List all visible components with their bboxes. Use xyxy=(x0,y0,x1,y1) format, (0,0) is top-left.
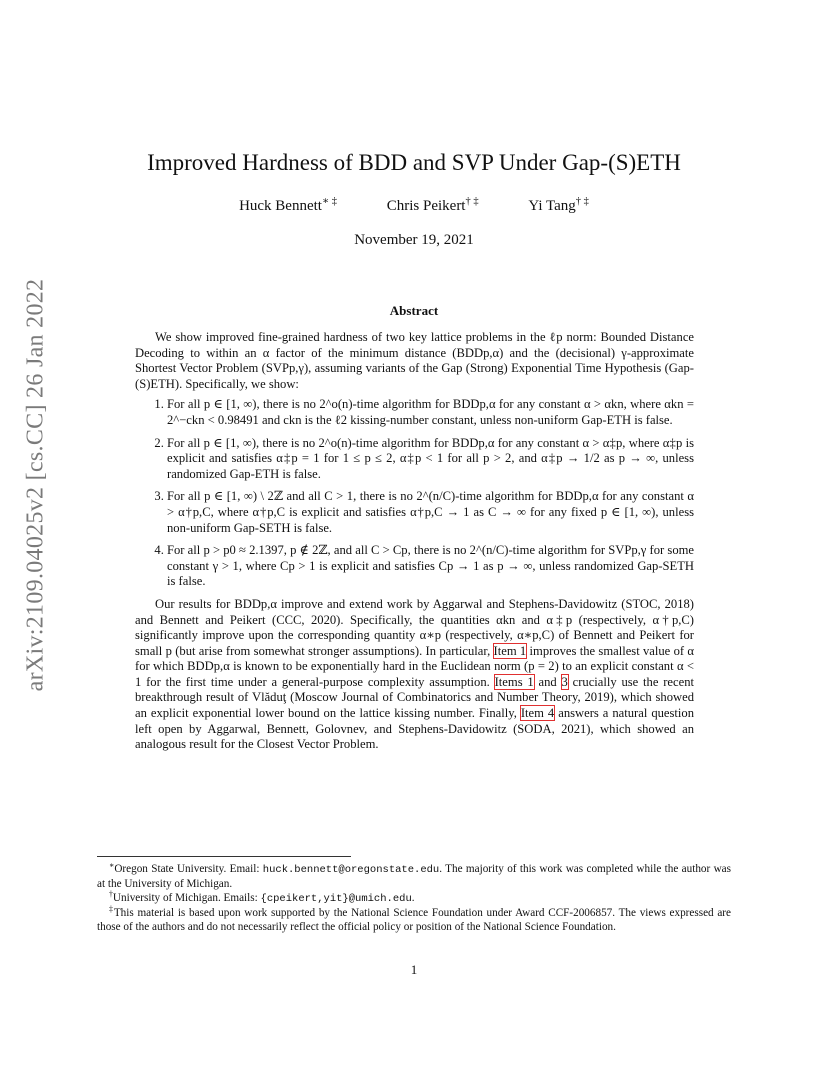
footnote xyxy=(97,862,731,891)
abstract-heading: Abstract xyxy=(389,303,439,318)
author-marks: ∗ ‡ xyxy=(321,196,337,207)
arxiv-identifier: arXiv:2109.04025v2 [cs.CC] 26 Jan 2022 xyxy=(22,278,49,692)
closing-text: crucially use the recent breakthrough result of Vlăduţ (Moscow Journal of Combinatorics and Number Theory, 2019), which showed an explicit exponential lower bound on the lattice kissing number. Finally, xyxy=(135,674,694,721)
author-list xyxy=(0,198,828,215)
author-name: Chris Peikert xyxy=(386,198,466,214)
author xyxy=(528,198,589,215)
items1-link[interactable]: Items 1 xyxy=(494,674,534,689)
footnote-text: Oregon State University. Email: xyxy=(114,863,260,875)
result-item: 1. For all p ∈ [1, ∞), there is no 2^o(n)-time algorithm for BDDp,α for any constant α > αkn, where αkn = 2^−ckn < 0.98491 and ckn is the ℓ2 kissing-number constant, unless non-uniform Gap-ETH is false. xyxy=(167,397,694,428)
abstract-body xyxy=(135,330,694,753)
paper-title: Improved Hardness of BDD and SVP Under Gap-(S)ETH xyxy=(147,150,681,175)
footnote-text: University of Michigan. Emails: xyxy=(112,892,258,904)
footnote-text: . The majority of this work was completed while the author was at the University of Michigan. xyxy=(97,863,731,890)
abstract-intro: We show improved fine-grained hardness of two key lattice problems in the ℓp norm: Bounded Distance Decoding to within an α factor of the minimum distance (BDDp,α) and the (decisional) γ-approximate Shortest Vector Problem (SVPp,γ), assuming variants of the Gap (Strong) Exponential Time Hypothesis (Gap-(S)ETH). Specifically, we show: xyxy=(135,330,694,391)
footnote-email: huck.bennett@oregonstate.edu xyxy=(262,864,440,876)
arxiv-side-stamp xyxy=(14,278,58,692)
closing-text: improves the smallest value of α for which BDDp,α is known to be exponentially hard in the Euclidean norm (p = 2) to an explicit constant α < 1 for the first time under a general-purpose complexity assumption. xyxy=(135,643,694,689)
author-marks: † ‡ xyxy=(575,196,589,207)
abstract-closing xyxy=(135,597,694,753)
footnote-mark: † xyxy=(109,889,113,899)
closing-text: Our results for BDDp,α improve and extend work by Aggarwal and Stephens-Davidowitz (STOC, 2018) and Bennett and Peikert (CCC, 2020). Specifically, the quantities αkn and α‡p (respectively, α†p,C) significantly improve upon the corresponding quantity α∗p (respectively, α∗p,C) of Bennett and Peikert for small p (but arise from somewhat stronger assumptions). In particular, xyxy=(135,596,694,658)
result-item: 3. For all p ∈ [1, ∞) \ 2ℤ and all C > 1, there is no 2^(n/C)-time algorithm for BDDp,α for any constant α > α†p,C, where α†p,C is explicit and satisfies α†p,C → 1 as C → ∞ for any fixed p ∈ [1, ∞), unless non-uniform Gap-SETH is false. xyxy=(167,489,694,536)
footnotes xyxy=(97,856,731,934)
page-number: 1 xyxy=(410,962,418,977)
footnote-email: {cpeikert,yit}@umich.edu xyxy=(260,893,412,905)
paper-date: November 19, 2021 xyxy=(354,232,474,248)
item3-link[interactable]: 3 xyxy=(561,674,568,689)
footnote-mark: ‡ xyxy=(109,904,114,914)
footnote-text: This material is based upon work supported by the National Science Foundation under Award CCF-2006857. The views expressed are those of the authors and do not necessarily reflect the official policy or position of the National Science Foundation. xyxy=(97,907,731,933)
footnote-rule xyxy=(97,856,351,857)
result-item: 4. For all p > p0 ≈ 2.1397, p ∉ 2ℤ, and all C > Cp, there is no 2^(n/C)-time algorithm for SVPp,γ for some constant γ > 1, where Cp > 1 is explicit and satisfies Cp → 1 as p → ∞, unless randomized Gap-SETH is false. xyxy=(167,543,694,590)
footnote xyxy=(97,891,731,906)
footnote-mark: ∗ xyxy=(109,860,115,870)
author-marks: † ‡ xyxy=(465,196,479,207)
author xyxy=(239,198,337,215)
item4-link[interactable]: Item 4 xyxy=(520,706,555,721)
item1-link[interactable]: Item 1 xyxy=(493,643,527,658)
author-name: Huck Bennett xyxy=(239,198,322,214)
result-item: 2. For all p ∈ [1, ∞), there is no 2^o(n)-time algorithm for BDDp,α for any constant α > α‡p, where α‡p is explicit and satisfies α‡p = 1 for 1 ≤ p ≤ 2, α‡p < 1 for all p > 2, and α‡p → 1/2 as p → ∞, unless randomized Gap-ETH is false. xyxy=(167,436,694,483)
results-list xyxy=(135,397,694,590)
footnote xyxy=(97,906,731,934)
author xyxy=(387,198,479,215)
footnote-text: . xyxy=(411,892,415,904)
author-name: Yi Tang xyxy=(528,198,576,214)
closing-text: and xyxy=(538,674,557,689)
closing-text: answers a natural question left open by Aggarwal, Bennett, Golovnev, and Stephens-Davidowitz (SODA, 2021), which showed an analogous result for the Closest Vector Problem. xyxy=(135,706,695,752)
